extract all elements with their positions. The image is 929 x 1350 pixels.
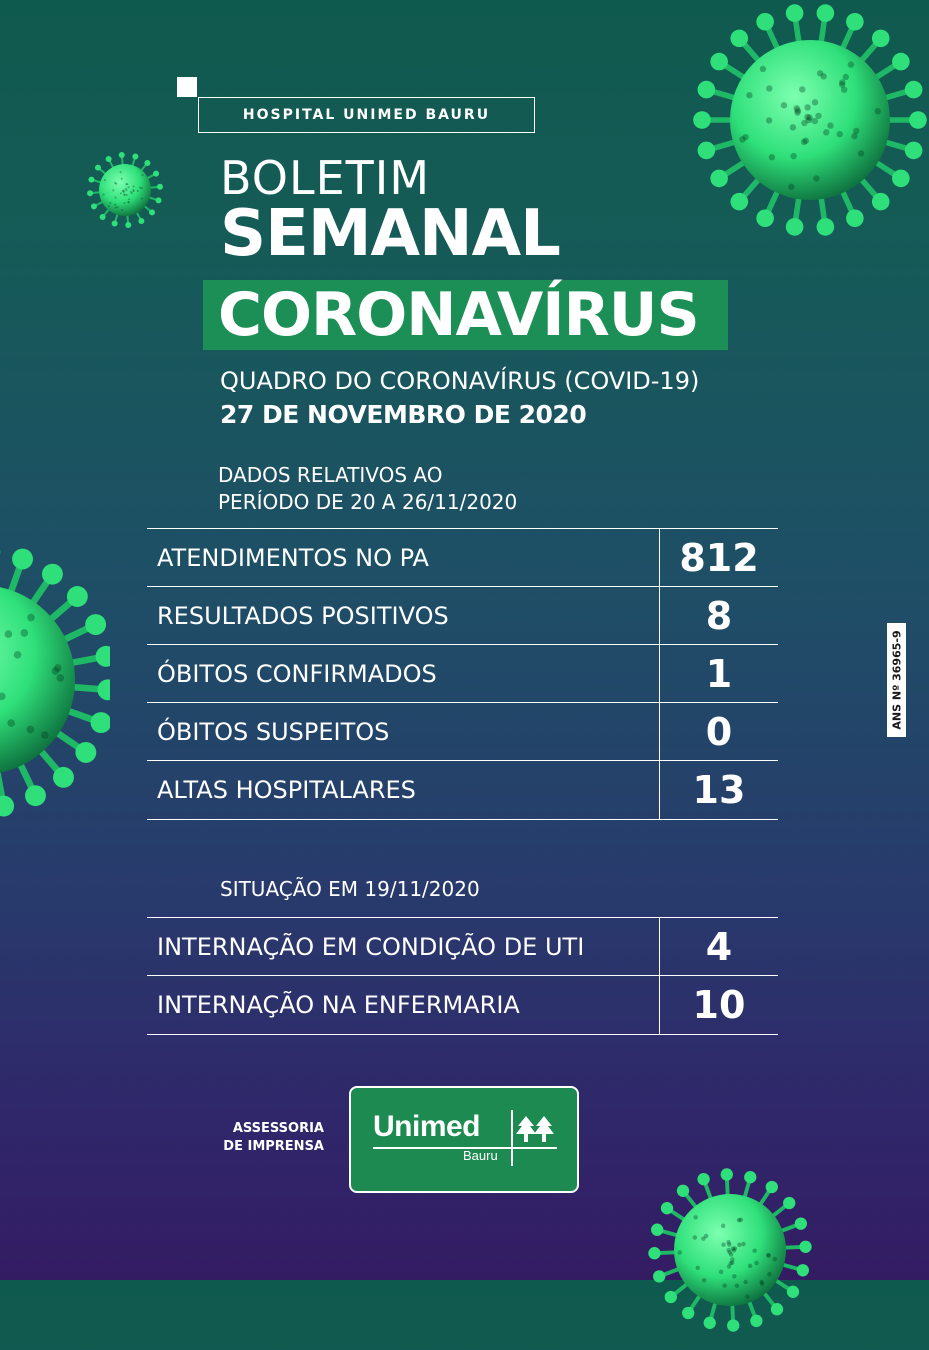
virus-texture [121,178,123,180]
virus-spike-tip [12,549,33,570]
virus-texture [137,190,139,192]
stat-value: 0 [659,703,778,760]
virus-spike-tip [817,218,835,236]
virus-spike-tip [766,1181,778,1193]
virus-spike-tip [125,222,131,228]
virus-texture [766,85,772,91]
unimed-tree-icon [516,1114,556,1144]
period-line-2: PERÍODO DE 20 A 26/11/2020 [218,489,517,516]
virus-spike-tip [149,209,155,215]
virus-texture [790,124,796,130]
virus-texture [737,1218,741,1222]
virus-spike-tip [786,4,804,22]
virus-spike-tip [53,767,74,788]
stat-value: 10 [659,976,778,1034]
virus-spike-tip [91,203,97,209]
situation-stats-table [147,917,778,1035]
virus-texture [766,1253,770,1257]
virus-spike-tip [905,81,923,99]
virus-illustration-small-left [70,135,180,245]
virus-texture [114,182,116,184]
virus-spike-tip [872,193,890,211]
stat-label: ATENDIMENTOS NO PA [157,529,429,586]
subtitle: QUADRO DO CORONAVÍRUS (COVID-19) [220,366,699,396]
virus-texture [5,630,13,638]
virus-spike-tip [693,111,711,129]
virus-texture [781,102,787,108]
virus-spike-tip [42,564,63,585]
virus-texture [813,175,819,181]
virus-texture [7,719,15,727]
virus-spike-tip [817,4,835,22]
table-row [147,917,778,975]
logo-divider [511,1110,513,1166]
virus-texture [737,1243,741,1247]
virus-texture [843,74,849,80]
virus-texture [806,117,812,123]
virus-texture [114,204,116,206]
virus-texture [133,190,135,192]
virus-texture [114,197,116,199]
virus-spike-tip [87,190,93,196]
virus-texture [141,197,143,199]
virus-texture [760,1281,764,1285]
virus-texture [788,184,794,190]
virus-texture [721,1224,725,1228]
period-stats-table [147,528,778,820]
period-line-1: DADOS RELATIVOS AO [218,462,517,489]
virus-spike-tip [787,1286,799,1298]
virus-spike-tip [677,1185,689,1197]
virus-texture [120,192,122,194]
virus-texture [729,1252,733,1256]
table-row [147,760,778,820]
virus-texture [103,194,105,196]
virus-spike-tip [698,81,716,99]
virus-texture [693,1235,697,1239]
press-office-label [200,1120,324,1156]
virus-texture [741,1242,745,1246]
virus-spike-tip [96,646,110,667]
virus-texture [125,183,127,185]
virus-spike-tip [85,614,106,635]
virus-texture [14,651,22,659]
virus-texture [743,1280,747,1284]
virus-spike-tip [91,712,110,733]
virus-texture [721,1242,725,1246]
virus-spike-tip [106,156,112,162]
virus-texture [52,667,60,675]
virus-texture [812,99,818,105]
virus-texture [693,1215,697,1219]
virus-illustration-left [0,520,110,840]
virus-texture [121,209,123,211]
virus-texture [104,179,106,181]
situation-heading: SITUAÇÃO EM 19/11/2020 [220,876,480,903]
virus-spike-tip [95,165,101,171]
virus-spike-tip [730,30,748,48]
virus-spike-tip [653,1270,665,1282]
virus-texture [696,1266,700,1270]
virus-spike-tip [665,1291,677,1303]
virus-texture [790,153,796,159]
virus-texture [735,1284,739,1288]
press-office-line-1: ASSESSORIA [200,1120,324,1138]
virus-spike-tip [756,209,774,227]
unimed-logo [349,1086,579,1193]
table-row [147,975,778,1035]
virus-texture [727,1242,731,1246]
hospital-name: HOSPITAL UNIMED BAURU [243,107,490,123]
virus-texture [41,731,49,739]
table-row [147,528,778,586]
virus-spike-tip [756,13,774,31]
stat-label: ÓBITOS SUSPEITOS [157,703,389,760]
virus-texture [728,1261,732,1265]
ans-registration-badge [887,623,906,737]
virus-texture [754,1261,758,1265]
virus-texture [804,104,810,110]
period-description [218,462,517,516]
ans-number: ANS Nº 36965-9 [890,630,903,729]
virus-spike-tip [648,1247,660,1259]
virus-spike-tip [0,796,14,817]
hospital-name-box [198,97,535,133]
virus-texture [815,113,821,119]
virus-spike-tip [799,1241,811,1253]
virus-spike-tip [682,1307,694,1319]
stat-value: 812 [659,529,778,586]
virus-texture [742,134,748,140]
table-row [147,586,778,644]
table-row [147,644,778,702]
virus-spike-tip [730,193,748,211]
virus-texture [858,150,864,156]
virus-spike-tip [721,1168,733,1180]
stat-value: 8 [659,587,778,644]
virus-texture [702,1278,706,1282]
virus-spike-tip [698,142,716,160]
virus-texture [109,202,111,204]
virus-texture [108,205,110,207]
virus-spike-tip [846,13,864,31]
virus-spike-tip [905,142,923,160]
virus-texture [875,108,881,114]
virus-texture [127,186,129,188]
virus-spike-tip [783,1197,795,1209]
virus-spike-tip [872,30,890,48]
virus-texture [704,1234,708,1238]
virus-texture [56,674,64,682]
virus-texture [115,206,117,208]
virus-texture [769,154,775,160]
virus-texture [27,614,35,622]
virus-spike-tip [892,53,910,71]
virus-spike-tip [75,742,96,763]
virus-texture [127,201,129,203]
virus-spike-tip [710,170,728,188]
virus-spike-tip [144,160,150,166]
virus-texture [812,118,818,124]
virus-spike-tip [786,218,804,236]
virus-texture [719,1270,723,1274]
virus-spike-tip [88,177,94,183]
virus-spike-tip [138,218,144,224]
virus-texture [124,202,126,204]
virus-spike-tip [797,1264,809,1276]
virus-spike-tip [892,170,910,188]
virus-spike-tip [157,184,163,190]
logo-city-text: Bauru [463,1148,498,1163]
virus-texture [126,189,128,191]
virus-texture [748,1264,752,1268]
virus-spike-tip [661,1202,673,1214]
virus-spike-tip [727,1319,739,1331]
virus-texture [773,1257,777,1261]
virus-texture [141,187,143,189]
virus-texture [760,66,766,72]
virus-texture [851,133,857,139]
virus-spike-tip [156,197,162,203]
virus-body [99,164,151,216]
stat-label: ÓBITOS CONFIRMADOS [157,645,437,702]
stat-value: 13 [659,761,778,819]
virus-spike-tip [25,785,46,806]
virus-texture [128,198,130,200]
virus-spike-tip [795,1217,807,1229]
virus-spike-tip [112,221,118,227]
title-semanal: SEMANAL [220,198,560,270]
virus-texture [120,171,122,173]
virus-texture [766,117,772,123]
bulletin-date: 27 DE NOVEMBRO DE 2020 [220,400,586,430]
virus-texture [837,131,843,137]
table-row [147,702,778,760]
virus-texture [820,73,826,79]
virus-texture [141,174,143,176]
virus-texture [803,138,809,144]
virus-texture [839,81,845,87]
stat-value: 4 [659,918,778,975]
virus-spike-tip [132,153,138,159]
virus-texture [732,1274,736,1278]
virus-texture [848,61,854,67]
virus-texture [133,185,135,187]
virus-spike-tip [710,53,728,71]
virus-texture [767,1272,771,1276]
virus-texture [131,192,133,194]
virus-spike-tip [67,586,88,607]
title-boletim: BOLETIM [220,150,430,206]
virus-texture [21,629,29,637]
stat-label: INTERNAÇÃO NA ENFERMARIA [157,976,520,1034]
virus-texture [27,726,35,734]
virus-spike-tip [744,1171,756,1183]
virus-illustration-bottom-right [630,1150,830,1350]
virus-spike-tip [119,152,125,158]
logo-brand-text: Unimed [373,1110,480,1144]
virus-spike-tip [750,1315,762,1327]
virus-texture [722,1283,726,1287]
stat-label: INTERNAÇÃO EM CONDIÇÃO DE UTI [157,918,584,975]
virus-texture [827,122,833,128]
virus-spike-tip [651,1224,663,1236]
virus-texture [746,92,752,98]
virus-spike-tip [846,209,864,227]
virus-texture [116,206,118,208]
virus-texture [123,193,125,195]
virus-texture [678,1250,682,1254]
stat-label: ALTAS HOSPITALARES [157,761,416,819]
virus-illustration-top-right [660,0,929,280]
press-office-line-2: DE IMPRENSA [200,1138,324,1156]
virus-spike-tip [153,171,159,177]
virus-spike-tip [771,1303,783,1315]
virus-texture [745,1294,749,1298]
virus-texture [823,129,829,135]
virus-texture [799,86,805,92]
virus-spike-tip [97,679,110,700]
virus-texture [752,1248,756,1252]
decorative-square [177,77,197,97]
virus-body [0,585,75,775]
virus-spike-tip [704,1317,716,1329]
virus-texture [112,189,114,191]
virus-texture [123,190,125,192]
virus-spike-tip [100,214,106,220]
virus-spike-tip [909,111,927,129]
title-coronavirus: CORONAVÍRUS [218,279,699,351]
stat-value: 1 [659,645,778,702]
virus-texture [731,1246,735,1250]
virus-texture [139,187,141,189]
virus-texture [795,107,801,113]
virus-texture [730,1257,734,1261]
stat-label: RESULTADOS POSITIVOS [157,587,449,644]
virus-spike-tip [697,1173,709,1185]
virus-texture [126,194,128,196]
